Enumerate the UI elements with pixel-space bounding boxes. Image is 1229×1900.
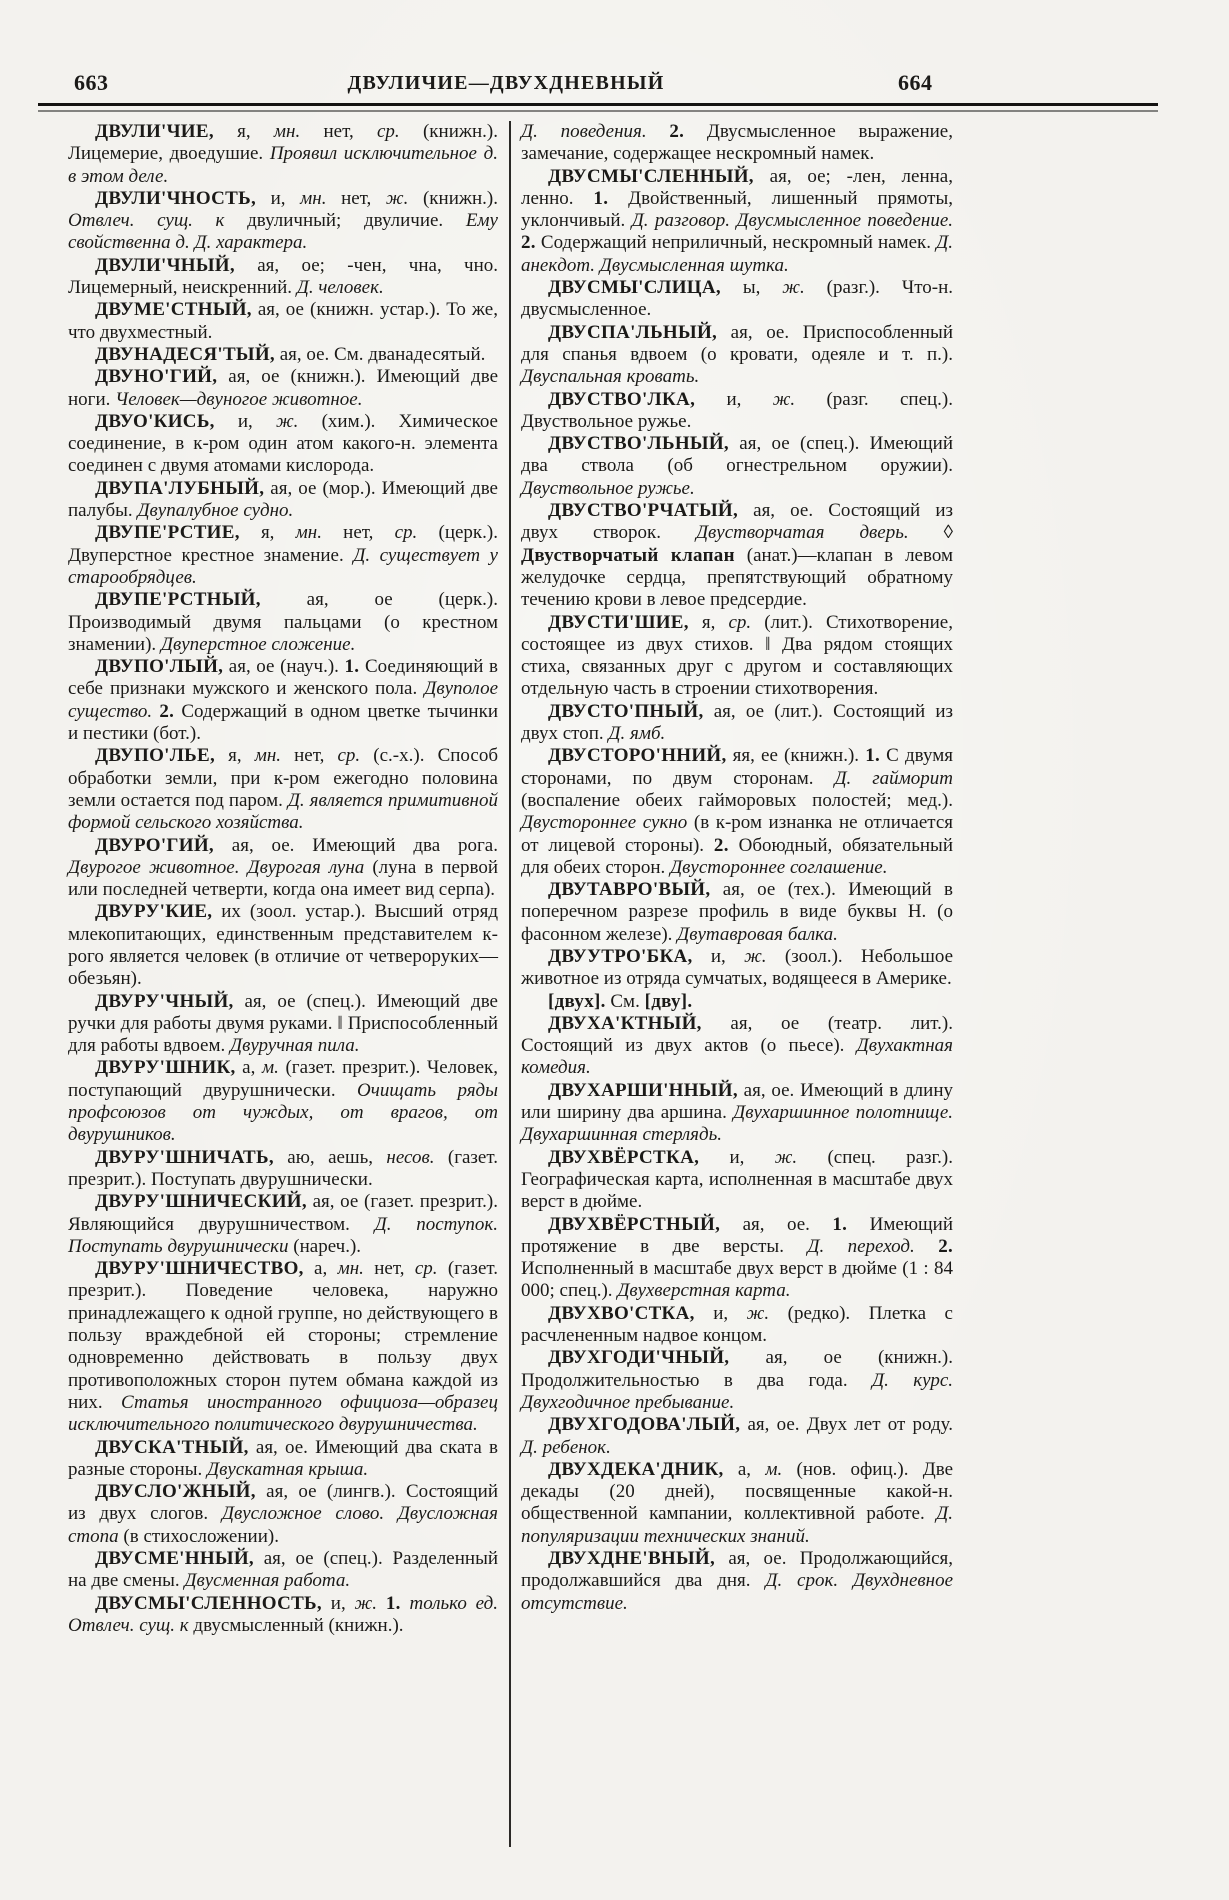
text-segment: и, — [699, 1146, 775, 1168]
text-segment: нет, — [326, 187, 386, 209]
text-segment: ы, — [720, 277, 783, 299]
text-segment: (газет. презрит.). Поведение человека, наружно принадлежащего к одной группе, но действующего в пользу враждебной ей стороны; стремление одновременно действовать в пользу двух противоположных сторон путем обмана каждой из них. — [68, 1258, 498, 1413]
text-segment: и, — [214, 410, 276, 432]
headword: ДВУХГОДОВА'ЛЫЙ, — [548, 1414, 741, 1436]
headword: ДВУСТО'ПНЫЙ, — [548, 700, 704, 722]
left-page-number: 663 — [74, 70, 109, 95]
text-segment: Д. срок. Двухдневное отсутствие. — [521, 1570, 953, 1614]
text-segment: ср. — [394, 522, 418, 544]
text-segment: ая, ое (книжн.). Имеющий две ноги. — [68, 366, 498, 410]
headword: ДВУСМЕ'ННЫЙ, — [95, 1548, 254, 1569]
text-block — [68, 121, 954, 1847]
dictionary-entry — [68, 411, 498, 478]
text-segment: 2. — [713, 834, 729, 856]
headword: ДВУРУ'ШНИЧЕСКИЙ, — [95, 1191, 307, 1213]
headword: ДВУПА'ЛУБНЫЙ, — [95, 477, 265, 499]
headword: ДВУХА'КТНЫЙ, — [548, 1012, 702, 1034]
text-segment: 1. — [344, 656, 360, 678]
text-segment: 2. — [159, 700, 175, 722]
headword: ДВУРУ'ШНИЧЕСТВО, — [95, 1258, 304, 1280]
headword: ДВУЛИ'ЧНОСТЬ, — [95, 187, 257, 209]
dictionary-entry — [521, 879, 953, 946]
text-segment: (лит.). Стихотворение, состоящее из двух стихов. ‖ Два рядом стоящих стиха, связанных друг с другом и составляющих отдельную часть в строении стихотворения. — [521, 611, 953, 700]
text-segment: ая, ое. — [720, 1213, 833, 1235]
left-column — [68, 121, 498, 1637]
text-segment: (газет. презрит.). Поступать двурушнически. — [68, 1146, 498, 1190]
headword: ДВУНАДЕСЯ'ТЫЙ, — [95, 343, 275, 365]
right-page-number: 664 — [898, 70, 933, 95]
headword: ДВУУТРО'БКА, — [548, 945, 693, 967]
text-segment: (редко). Плетка с расчлененным надвое концом. — [521, 1302, 953, 1347]
dictionary-entry — [68, 1593, 498, 1638]
text-segment: ая, ое (лит.). Состоящий из двух стоп. — [521, 700, 953, 745]
text-segment: 1. — [385, 1592, 401, 1614]
text-segment: (разг. спец.). Двуствольное ружье. — [521, 388, 953, 432]
text-segment: ж. — [772, 388, 796, 410]
text-segment: и, — [694, 1302, 747, 1324]
text-segment: (книжн.). Лицемерие, двоедушие. — [68, 121, 498, 165]
text-segment — [647, 121, 670, 142]
text-segment: мн. — [254, 745, 282, 767]
text-segment: Д. человек. — [296, 277, 384, 299]
text-segment: Исполненный в масштабе двух верст в дюйме (1 : 84 000; спец.). — [521, 1258, 953, 1302]
text-segment: Ему свойственна д. Д. характера. — [68, 210, 498, 254]
dictionary-entry — [521, 701, 953, 746]
text-segment: я, — [239, 522, 296, 544]
text-segment: Статья иностранного официоза—образец исключительного политического двурушничества. — [68, 1391, 498, 1436]
text-segment: Д. поведения. — [521, 121, 647, 142]
text-segment: ая, ое. См. дванадесятый. — [274, 343, 486, 365]
text-segment: ж. — [275, 410, 299, 432]
dictionary-entry — [521, 433, 953, 500]
text-segment: Очищать ряды профсоюзов от чуждых, от врагов, от двурушников. — [68, 1079, 499, 1146]
text-segment: двусмысленный (книжн.). — [188, 1614, 404, 1636]
dictionary-entry — [521, 1214, 953, 1303]
text-segment: Двухаршинное полотнище. Двухаршинная стерлядь. — [521, 1102, 953, 1146]
text-segment: Двурогое животное. Двурогая луна — [68, 856, 365, 878]
dictionary-entry — [68, 745, 498, 834]
dictionary-entry — [521, 322, 953, 389]
text-segment: ср. — [414, 1258, 438, 1280]
headword: ДВУЛИ'ЧНЫЙ, — [95, 254, 235, 276]
text-segment: несов. — [386, 1146, 435, 1168]
dictionary-entry — [68, 299, 498, 344]
text-segment: Д. курс. Двухгодичное пребывание. — [521, 1369, 954, 1413]
text-segment: ср. — [337, 745, 361, 767]
text-segment: Д. анекдот. Двусмысленная шутка. — [521, 232, 953, 276]
text-segment: С двумя сторонами, по двум сторонам. — [521, 745, 953, 789]
headword: ДВУХВЁРСТКА, — [548, 1146, 700, 1168]
text-segment: ая, ое (театр. лит.). Состоящий из двух актов (о пьесе). — [521, 1012, 953, 1057]
headword: ДВУРУ'КИЕ, — [95, 901, 213, 923]
text-segment: ср. — [728, 611, 752, 633]
text-segment: ая, ое (тех.). Имеющий в поперечном разрезе профиль в виде буквы Н. (о фасонном железе). — [521, 879, 953, 945]
dictionary-entry — [521, 946, 953, 991]
text-segment: Двусменная работа. — [184, 1570, 351, 1592]
text-segment: ж. — [746, 1302, 770, 1324]
text-segment: я, — [214, 745, 255, 767]
text-segment: я, — [213, 121, 274, 142]
dictionary-entry — [521, 1414, 953, 1459]
text-segment: мн. — [337, 1258, 364, 1280]
dictionary-entry — [521, 500, 953, 611]
text-segment: Двустороннее соглашение. — [670, 856, 888, 878]
text-segment: Д. переход. — [807, 1235, 915, 1257]
text-segment: 1. — [593, 187, 609, 209]
text-segment: ая, ое; -чен, чна, чно. Лицемерный, неискренний. — [68, 254, 498, 299]
headword: ДВУСТВО'ЛЬНЫЙ, — [548, 433, 729, 455]
dictionary-entry — [68, 522, 498, 589]
dictionary-entry — [521, 1548, 953, 1615]
text-segment: ая, ое (газет. презрит.). Являющийся двурушничеством. — [68, 1191, 498, 1235]
headword: ДВУСПА'ЛЬНЫЙ, — [548, 321, 718, 343]
dictionary-entry — [521, 1080, 953, 1147]
headword: ДВУРУ'ШНИК, — [95, 1057, 236, 1079]
text-segment — [915, 1236, 938, 1257]
text-segment: 2. — [938, 1235, 954, 1257]
text-segment: (зоол.). Небольшое животное из отряда сумчатых, водящееся в Америке. — [521, 945, 954, 990]
dictionary-entry — [68, 1057, 498, 1146]
headword: ДВУСКА'ТНЫЙ, — [95, 1436, 249, 1458]
text-segment: и, — [695, 388, 773, 410]
text-segment: Д. гайморит — [834, 767, 953, 789]
text-segment: мн. — [295, 522, 322, 544]
text-segment: ая, ое. Состоящий из двух створок. — [521, 500, 953, 544]
text-segment: 2. — [669, 121, 685, 142]
dictionary-entry — [521, 1013, 953, 1080]
dictionary-entry — [521, 1147, 953, 1214]
running-title: ДВУЛИЧИЕ—ДВУХДНЕВНЫЙ — [347, 72, 665, 94]
text-segment: Д. поступок. Поступать двурушнически — [68, 1213, 498, 1257]
text-segment: мн. — [273, 121, 301, 142]
text-segment: (с.-х.). Способ обработки земли, при к-ром ежегодно половина земли остается под паром. — [68, 745, 498, 811]
text-segment: (хим.). Химическое соединение, в к-ром один атом какого-н. элемента соединен с двумя атомами кислорода. — [68, 410, 498, 477]
dictionary-entry — [521, 389, 953, 434]
text-segment: Двухактная комедия. — [521, 1035, 953, 1079]
text-segment: а, — [303, 1258, 338, 1280]
dictionary-entry — [68, 1437, 498, 1482]
text-segment: нет, — [281, 745, 338, 767]
dictionary-entry — [68, 901, 498, 990]
dictionary-entry — [68, 1548, 498, 1593]
dictionary-entry — [68, 1481, 498, 1548]
text-segment: ж. — [385, 187, 409, 209]
text-segment: их (зоол. устар.). Высший отряд млекопитающих, единственным представителем к-рого является человек (в отличие от четвероруких—обезьян). — [68, 901, 498, 990]
text-segment: ая, ое; -лен, ленна, ленно. — [521, 165, 953, 209]
text-segment: ж. — [774, 1146, 798, 1168]
text-segment: Содержащий в одном цветке тычинки и пестики (бот.). — [68, 700, 498, 745]
headword: ДВУСТОРО'ННИЙ, — [548, 745, 727, 767]
dictionary-entry — [521, 612, 953, 701]
headword: ДВУСТВО'ЛКА, — [548, 388, 696, 410]
text-segment: Двустворчатая дверь. — [695, 522, 909, 544]
text-segment: ая, ое (спец.). Имеющий два ствола (об огнестрельном оружии). — [521, 433, 953, 477]
headword: ДВУПЕ'РСТИЕ, — [95, 522, 240, 544]
dictionary-entry — [521, 1459, 953, 1548]
column-divider — [509, 121, 511, 1847]
text-segment: и, — [321, 1592, 355, 1614]
headword: [двух]. — [548, 990, 606, 1012]
text-segment: ая, ое. Имеющий два ската в разные стороны. — [68, 1436, 498, 1480]
text-segment: Д. ребенок. — [521, 1436, 611, 1458]
headword: ДВУНО'ГИЙ, — [95, 366, 218, 388]
text-segment: ая, ое (книжн.). Продолжительностью в два года. — [521, 1347, 953, 1391]
dictionary-entry — [521, 745, 953, 879]
text-segment: ая, ое (книжн. устар.). То же, что двухместный. — [68, 299, 498, 343]
headword: ДВУМЕ'СТНЫЙ, — [95, 299, 252, 321]
headword: ДВУСЛО'ЖНЫЙ, — [95, 1481, 256, 1503]
text-segment: (воспаление обеих гайморовых полостей; мед.). — [521, 789, 953, 811]
text-segment: Обоюдный, обязательный для обеих сторон. — [521, 834, 953, 878]
text-segment: м. — [261, 1057, 279, 1079]
dictionary-entry — [521, 277, 953, 322]
dictionary-entry — [68, 1258, 498, 1436]
headword: ДВУХДНЕ'ВНЫЙ, — [548, 1548, 716, 1569]
text-segment: Двуствольное ружье. — [521, 477, 695, 499]
text-segment: Соединяющий в себе признаки мужского и женского пола. — [68, 656, 498, 700]
headword: ДВУПО'ЛЫЙ, — [95, 656, 224, 678]
entry-continuation — [521, 121, 953, 166]
text-segment: Д. ямб. — [608, 723, 666, 745]
text-segment: Двусложное слово. Двусложная стопа — [68, 1503, 498, 1547]
dictionary-entry — [68, 344, 498, 366]
text-segment: ая, ое. Двух лет от роду. — [740, 1414, 953, 1436]
text-segment: (спец. разг.). Географическая карта, исполненная в масштабе двух верст в дюйме. — [521, 1146, 953, 1213]
dictionary-entry — [68, 656, 498, 745]
dictionary-entry — [68, 366, 498, 411]
text-segment: (луна в первой или последней четверти, когда она имеет вид серпа). — [68, 856, 498, 901]
text-segment: См. — [605, 990, 645, 1012]
text-segment: Содержащий неприличный, нескромный намек. — [535, 232, 937, 254]
text-segment: Двутавровая балка. — [677, 923, 838, 945]
text-segment — [377, 1593, 386, 1614]
text-segment: Двускатная крыша. — [206, 1458, 369, 1480]
text-segment: м. — [765, 1458, 783, 1480]
text-segment: ая, ое (спец.). Разделенный на две смены. — [68, 1548, 498, 1592]
text-segment: ая, ое. Приспособленный для спанья вдвоем (о кровати, одеяле и т. п.). — [521, 321, 953, 365]
dictionary-entry — [521, 1347, 953, 1414]
text-segment: 1. — [865, 745, 881, 767]
headword: ДВУТАВРО'ВЫЙ, — [548, 879, 711, 901]
dictionary-entry — [68, 991, 498, 1058]
text-segment: (в стихосложении). — [118, 1525, 279, 1547]
text-segment: а, — [235, 1057, 262, 1079]
dictionary-entry — [68, 1147, 498, 1192]
text-segment: Отвлеч. сущ. к — [68, 210, 225, 232]
text-segment: Д. является примитивной формой сельского хозяйства. — [68, 789, 498, 834]
text-segment: ая, ое (спец.). Имеющий две ручки для работы двумя руками. ‖ Приспособленный для работы вдвоем. — [68, 990, 498, 1057]
text-segment: Д. разговор. Двусмысленное поведение. — [631, 210, 953, 232]
text-segment: Имеющий протяжение в две версты. — [521, 1213, 953, 1257]
dictionary-entry — [68, 121, 498, 188]
text-segment: двуличный; двуличие. — [224, 210, 466, 232]
text-segment: Двуспальная кровать. — [521, 366, 700, 388]
text-segment: ср. — [377, 121, 400, 142]
text-segment: Д. популяризации технических знаний. — [521, 1503, 953, 1547]
text-segment: Двуполое существо. — [68, 678, 498, 722]
text-segment: Двустворчатый клапан — [521, 544, 735, 566]
text-segment: Двусмысленное выражение, замечание, содержащее нескромный намек. — [521, 121, 953, 165]
text-segment: (нареч.). — [288, 1235, 362, 1257]
text-segment — [401, 1593, 410, 1614]
text-segment: ая, ое (церк.). Производимый двумя пальцами (о крестном знамении). — [68, 589, 498, 655]
text-segment: нет, — [300, 121, 377, 142]
right-column — [521, 121, 953, 1615]
dictionary-entry — [68, 255, 498, 300]
text-segment: Двуручная пила. — [230, 1035, 360, 1057]
headword: ДВУСТИ'ШИЕ, — [548, 611, 689, 633]
headword: ДВУХДЕКА'ДНИК, — [548, 1458, 724, 1480]
dictionary-entry — [68, 1191, 498, 1258]
text-segment: Двустороннее сукно — [521, 812, 688, 834]
text-segment: ж. — [354, 1592, 377, 1614]
headword: ДВУХАРШИ'ННЫЙ, — [548, 1079, 738, 1101]
text-segment: ая, ое. Продолжающийся, продолжавшийся два дня. — [521, 1548, 953, 1592]
headword: ДВУРУ'ШНИЧАТЬ, — [95, 1146, 274, 1168]
text-segment: ая, ое. Имеющий два рога. — [213, 834, 498, 856]
dictionary-entry — [68, 478, 498, 523]
text-segment: ая, ое (лингв.). Состоящий из двух слогов. — [68, 1481, 498, 1525]
dictionary-entry — [521, 1303, 953, 1348]
text-segment: нет, — [363, 1258, 415, 1280]
headword: ДВУРО'ГИЙ, — [95, 834, 214, 856]
dictionary-entry — [521, 991, 953, 1013]
headword: ДВУСМЫ'СЛИЦА, — [548, 277, 721, 299]
text-segment: (анат.)—клапан в левом желудочке сердца, препятствующий обратному течению крови в левое предсердие. — [521, 544, 953, 611]
headword: ДВУО'КИСЬ, — [95, 410, 215, 432]
text-segment: нет, — [321, 522, 395, 544]
text-segment: Проявил исключительное д. в этом деле. — [68, 143, 498, 187]
headword: ДВУСМЫ'СЛЕННОСТЬ, — [95, 1592, 322, 1614]
text-segment: ая, ое (науч.). — [223, 656, 345, 678]
text-segment: аю, аешь, — [273, 1146, 387, 1168]
text-segment: яя, ее (книжн.). — [726, 745, 866, 767]
text-segment: (книжн.). — [408, 187, 498, 209]
headword: ДВУЛИ'ЧИЕ, — [95, 121, 214, 142]
dictionary-entry — [68, 835, 498, 902]
text-segment: ая, ое. Имеющий в длину или ширину два аршина. — [521, 1079, 953, 1124]
headword: ДВУПЕ'РСТНЫЙ, — [95, 589, 261, 611]
text-segment: Двухверстная карта. — [617, 1280, 791, 1302]
text-segment: и, — [256, 187, 301, 209]
text-segment: 2. — [521, 232, 536, 254]
header-rule — [38, 103, 1158, 112]
text-segment: ж. — [782, 277, 805, 299]
text-segment: а, — [723, 1458, 766, 1480]
text-segment: Человек—двуногое животное. — [115, 388, 363, 410]
text-segment: (газет. презрит.). Человек, поступающий двурушнически. — [68, 1057, 498, 1101]
text-segment: Двуперстное сложение. — [160, 633, 356, 655]
text-segment: (разг.). Что-н. двусмысленное. — [521, 277, 954, 321]
text-segment: [дву]. — [644, 990, 693, 1012]
text-segment: и, — [692, 945, 745, 967]
text-segment: Двупалубное судно. — [137, 500, 294, 522]
text-segment: (нов. офиц.). Две декады (20 дней), посвященные какой-н. общественной кампании, коллективной работе. — [521, 1458, 954, 1525]
dictionary-entry — [68, 188, 498, 255]
text-segment: ж. — [744, 945, 767, 967]
headword: ДВУРУ'ЧНЫЙ, — [95, 990, 234, 1012]
headword: ДВУХВО'СТКА, — [548, 1302, 695, 1324]
headword: ДВУХВЁРСТНЫЙ, — [548, 1213, 721, 1235]
dictionary-entry — [68, 589, 498, 656]
text-segment: мн. — [300, 187, 327, 209]
text-segment: ая, ое (мор.). Имеющий две палубы. — [68, 477, 498, 522]
dictionary-entry — [521, 166, 953, 277]
headword: ДВУСМЫ'СЛЕННЫЙ, — [548, 165, 754, 187]
text-segment: я, — [688, 611, 729, 633]
headword: ДВУПО'ЛЬЕ, — [95, 745, 215, 767]
text-segment: (в к-ром изнанка не отличается от лицевой стороны). — [521, 812, 953, 856]
text-segment: (церк.). Двуперстное крестное знамение. — [68, 522, 498, 566]
headword: ДВУСТВО'РЧАТЫЙ, — [548, 500, 739, 522]
text-segment: только ед. Отвлеч. сущ. к — [68, 1592, 499, 1636]
headword: ДВУХГОДИ'ЧНЫЙ, — [548, 1347, 730, 1369]
text-segment: Д. существует у старообрядцев. — [68, 544, 498, 588]
text-segment: 1. — [832, 1213, 848, 1235]
text-segment: ◊ — [908, 522, 953, 544]
text-segment: Двойственный, лишенный прямоты, уклончивый. — [521, 187, 953, 232]
